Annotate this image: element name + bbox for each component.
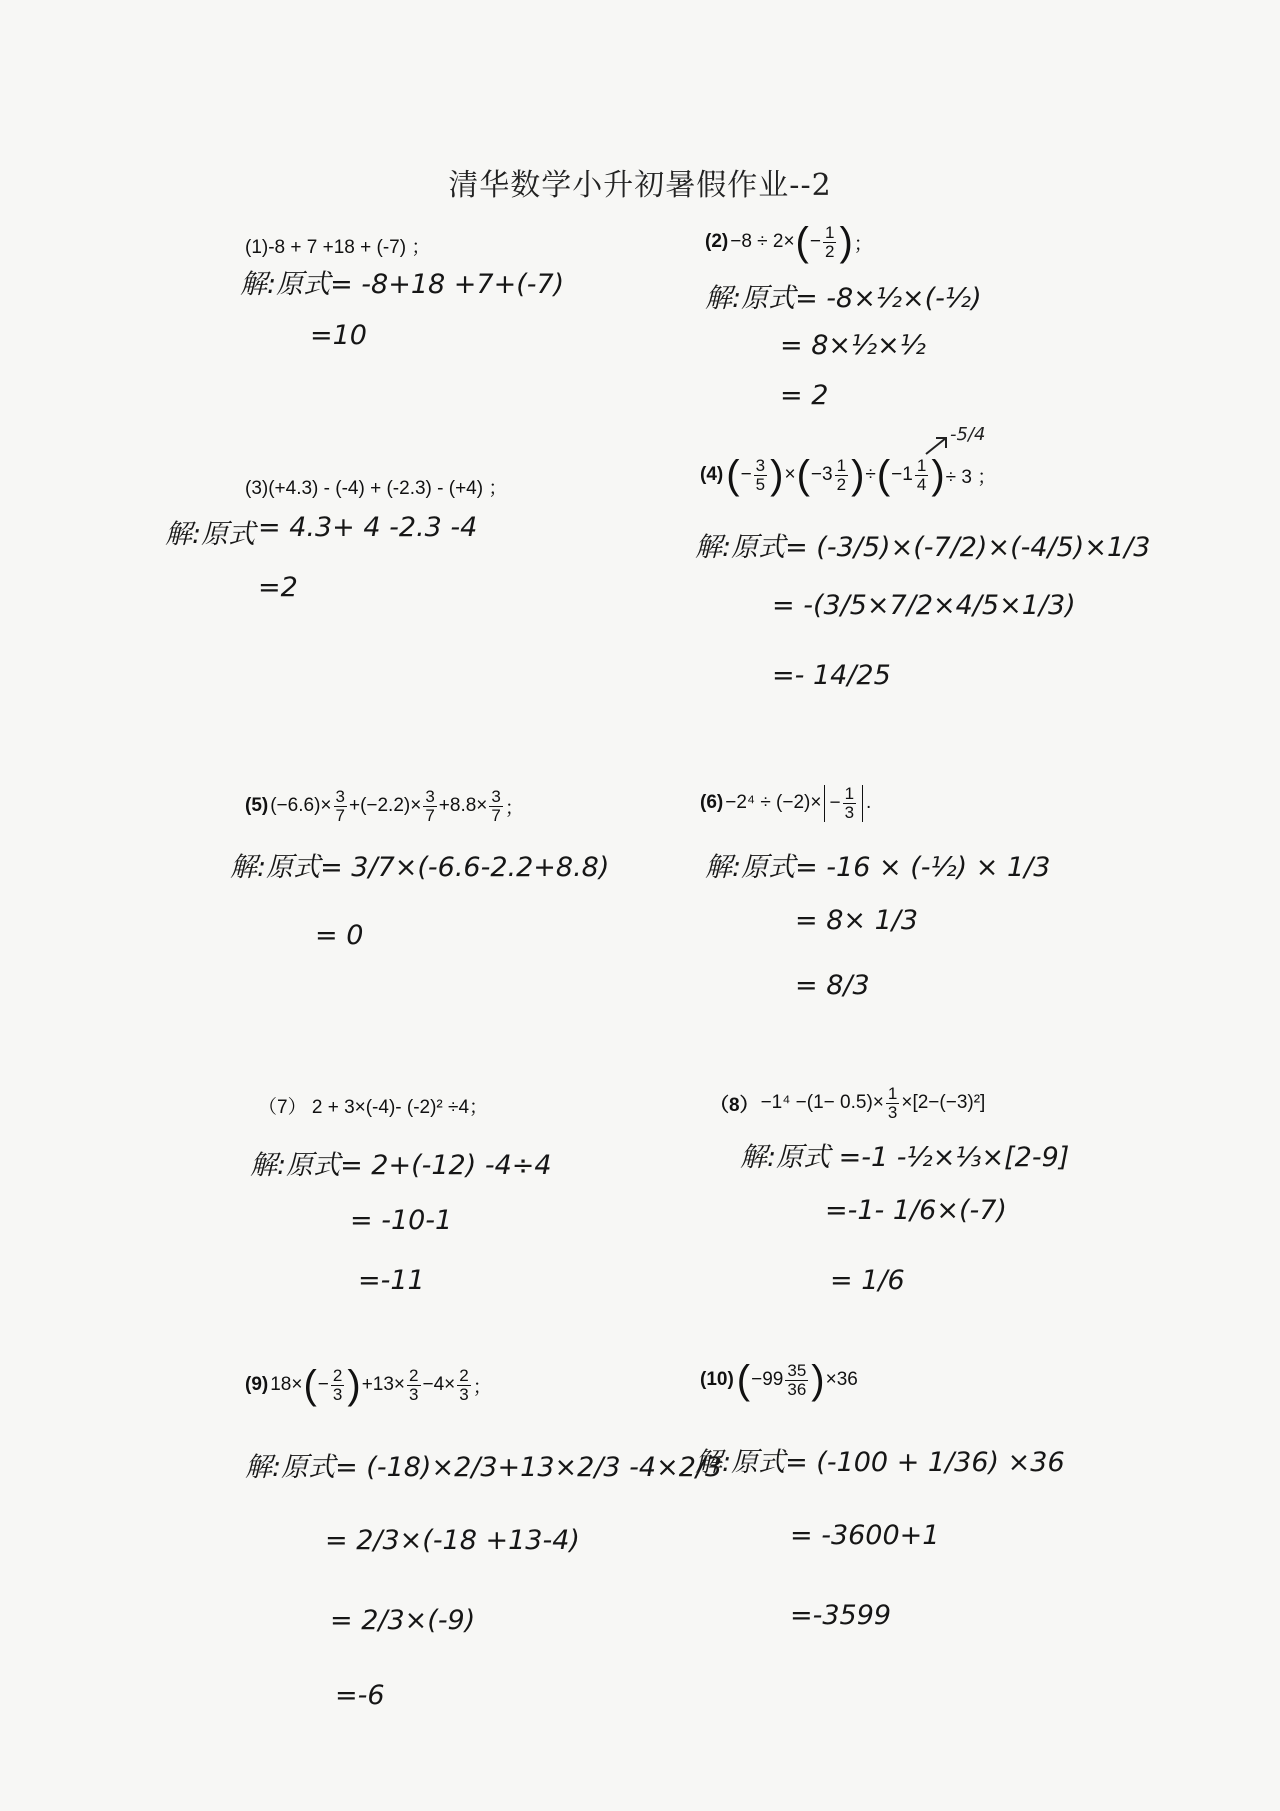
problem-3-step-2: = 4.3+ 4 -2.3 -4: [258, 512, 478, 543]
fraction: $\frac{3}{7}$: [491, 787, 501, 825]
problem-1-question: (1)-8 + 7 +18 + (-7) ；: [245, 237, 431, 258]
problem-7-step-2: = -10-1: [350, 1205, 453, 1236]
problem-10: [700, 1360, 858, 1400]
problem-2-step-2: = 8×½×½: [780, 330, 926, 361]
fraction: $\frac{1}{4}$: [916, 455, 927, 494]
problem-5-step-1: 解:原式= 3/7×(-6.6-2.2+8.8): [230, 852, 610, 883]
problem-10-step-1: 解:原式= (-100 + 1/36) ×36: [695, 1447, 1065, 1478]
fraction: $\frac{3}{7}$: [425, 787, 435, 825]
page-title: 清华数学小升初暑假作业--2: [448, 168, 832, 203]
problem-7-step-3: =-11: [358, 1265, 425, 1296]
problem-2-question: (2) −8 ÷ 2× ( − $\frac{1}{2}$ ) ；: [705, 220, 873, 264]
problem-10-question: (10) ( −99 $\frac{35}{36}$ ) ×36: [700, 1358, 858, 1402]
problem-4: [700, 455, 996, 495]
problem-8-step-1: 解:原式 =-1 -½×⅓×[2-9]: [740, 1142, 1070, 1173]
absolute-value: − $\frac{1}{3}$: [824, 785, 863, 822]
fraction: $\frac{1}{3}$: [844, 784, 855, 822]
problem-9-step-1: 解:原式= (-18)×2/3+13×2/3 -4×2/3: [245, 1452, 723, 1483]
problem-4-step-3: =- 14/25: [772, 660, 891, 691]
problem-7-question: （7） 2 + 3×(-4)- (-2)² ÷4；: [258, 1097, 489, 1118]
problem-9: [245, 1365, 492, 1405]
problem-8-step-3: = 1/6: [830, 1265, 905, 1296]
problem-6: [700, 785, 871, 822]
problem-8-step-2: =-1- 1/6×(-7): [825, 1195, 1007, 1226]
problem-9-step-4: =-6: [335, 1680, 385, 1711]
problem-2: [705, 222, 873, 262]
problem-8: [710, 1085, 985, 1122]
problem-6-step-1: 解:原式= -16 × (-½) × 1/3: [705, 852, 1051, 883]
problem-4-step-1: 解:原式= (-3/5)×(-7/2)×(-4/5)×1/3: [695, 532, 1151, 563]
problem-10-step-2: = -3600+1: [790, 1520, 940, 1551]
problem-5-question: (5) (−6.6)× $\frac{3}{7}$ +(−2.2)× $\frac{3}{7}$ +8.8× $\frac{3}{7}$ ；: [245, 787, 524, 825]
problem-6-question: (6) −2⁴ ÷ (−2)× − $\frac{1}{3}$ .: [700, 784, 872, 822]
fraction: $\frac{3}{7}$: [335, 787, 345, 825]
fraction: $\frac{35}{36}$: [787, 1360, 807, 1399]
fraction: $\frac{1}{2}$: [824, 222, 835, 261]
problem-1: [245, 232, 430, 259]
problem-2-step-3: = 2: [780, 380, 829, 411]
problem-8-question: （8） −1⁴ −(1− 0.5)× $\frac{1}{3}$ ×[2−(−3)²]: [710, 1084, 986, 1122]
fraction: $\frac{2}{3}$: [332, 1365, 343, 1404]
fraction: $\frac{3}{5}$: [755, 455, 766, 494]
problem-7: [258, 1092, 488, 1119]
problem-1-step-1: 解:原式= -8+18 +7+(-7): [240, 269, 565, 300]
problem-3-question: (3)(+4.3) - (-4) + (-2.3) - (+4) ；: [245, 478, 508, 499]
problem-4-note: -5/4: [950, 424, 986, 445]
problem-2-step-1: 解:原式= -8×½×(-½): [705, 283, 982, 314]
problem-5-step-2: = 0: [315, 920, 364, 951]
problem-4-step-2: = -(3/5×7/2×4/5×1/3): [772, 590, 1076, 621]
problem-9-step-3: = 2/3×(-9): [330, 1605, 476, 1636]
problem-3: [245, 473, 507, 500]
problem-6-step-3: = 8/3: [795, 970, 870, 1001]
problem-1-step-2: =10: [310, 320, 367, 351]
problem-5: [245, 788, 524, 825]
problem-3-step-1: 解:原式: [165, 519, 256, 550]
problem-4-question: (4) ( − $\frac{3}{5}$ ) × ( − 3 $\frac{1}{2}$ ) ÷ ( − 1 $\frac{1}{4}$ ) ÷ 3 ；: [700, 453, 997, 497]
fraction: $\frac{1}{2}$: [836, 455, 847, 494]
problem-3-step-3: =2: [258, 572, 298, 603]
problem-9-step-2: = 2/3×(-18 +13-4): [325, 1525, 580, 1556]
problem-9-question: (9) 18× ( − $\frac{2}{3}$ ) +13× $\frac{2}{3}$ −4× $\frac{2}{3}$ ；: [245, 1363, 492, 1407]
fraction: $\frac{1}{3}$: [887, 1084, 898, 1122]
problem-6-step-2: = 8× 1/3: [795, 905, 919, 936]
fraction: $\frac{2}{3}$: [409, 1365, 419, 1404]
problem-7-step-1: 解:原式= 2+(-12) -4÷4: [250, 1150, 552, 1181]
fraction: $\frac{2}{3}$: [459, 1365, 469, 1404]
problem-10-step-3: =-3599: [790, 1600, 892, 1631]
